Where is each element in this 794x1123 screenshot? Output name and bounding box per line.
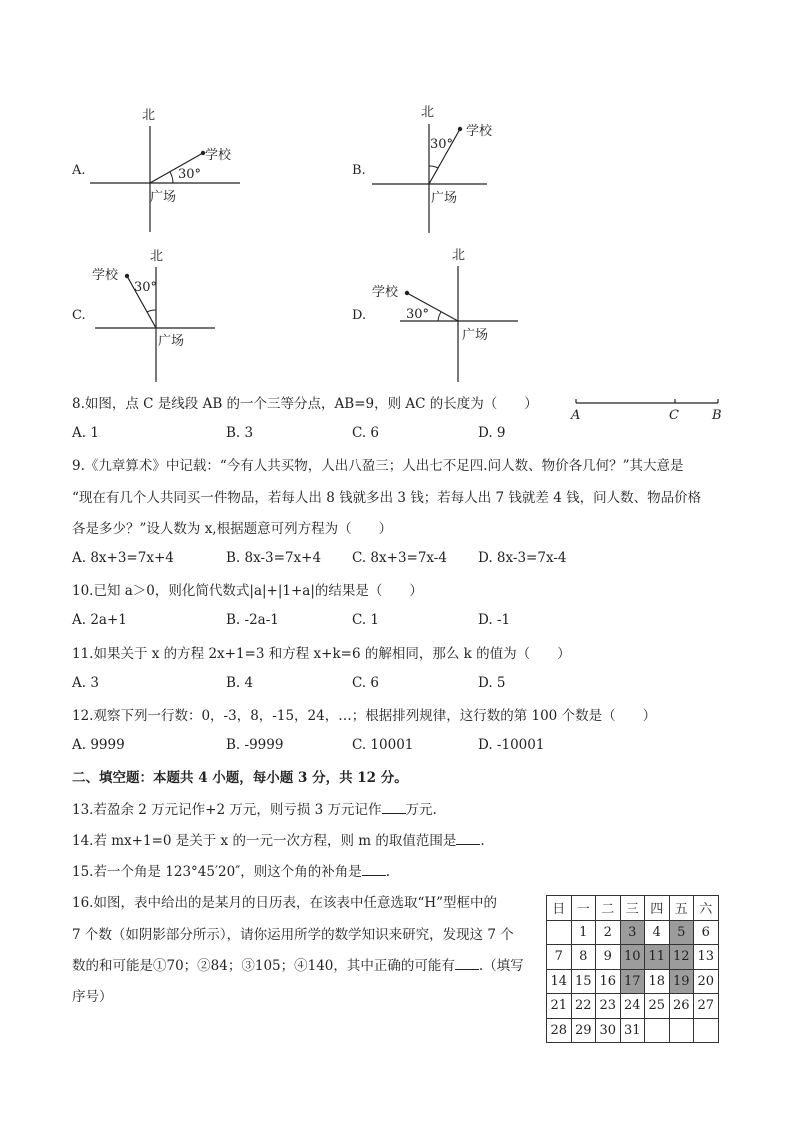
calendar-header-cell: 日: [547, 896, 572, 921]
angle-label: 30°: [430, 137, 454, 152]
figure-option-c: [70, 245, 270, 385]
calendar-day-cell: 13: [694, 945, 719, 970]
q8-option-d[interactable]: D. 9: [478, 425, 506, 441]
q15-text-after: .: [385, 864, 391, 880]
school-label: 学校: [372, 285, 399, 300]
calendar-day-cell: [645, 1018, 670, 1043]
q9-option-b[interactable]: B. 8x-3=7x+4: [226, 550, 322, 566]
calendar-day-cell: [694, 1018, 719, 1043]
point-c-label: C: [669, 408, 679, 423]
calendar-day-cell: 23: [596, 994, 621, 1019]
q15-answer-blank[interactable]: [362, 863, 386, 876]
question-14: [72, 831, 485, 851]
q8-option-a[interactable]: A. 1: [72, 425, 99, 441]
question-12-text: 12.观察下列一行数：0，-3，8，-15，24，…；根据排列规律，这行数的第 100 个数是（ ）: [72, 708, 657, 724]
q11-option-b[interactable]: B. 4: [226, 675, 254, 691]
q13-text-before: 13.若盈余 2 万元记作+2 万元，则亏损 3 万元记作: [72, 802, 382, 818]
calendar-day-cell: 9: [596, 945, 621, 970]
figure-c-label: C.: [72, 308, 86, 323]
q9-option-c[interactable]: C. 8x+3=7x-4: [352, 550, 447, 566]
question-9-line-3: 各是多少？”设人数为 x,根据题意可列方程为（ ）: [72, 521, 393, 537]
question-9-line-1: 9.《九章算术》中记载：“今有人共买物，人出八盈三；人出七不足四.问人数、物价各几何？”其大意是: [72, 458, 684, 474]
calendar-day-cell: 4: [645, 920, 670, 945]
calendar-day-cell: 6: [694, 920, 719, 945]
plaza-label: 广场: [431, 191, 458, 206]
q10-option-b[interactable]: B. -2a-1: [226, 612, 279, 628]
calendar-day-cell-shaded: 17: [620, 969, 645, 994]
q9-option-d[interactable]: D. 8x-3=7x-4: [478, 550, 567, 566]
figure-d-svg: [350, 245, 550, 385]
calendar-day-cell: 25: [645, 994, 670, 1019]
question-16-line-4: 序号）: [72, 989, 113, 1005]
q13-answer-blank[interactable]: [382, 801, 406, 814]
north-label: 北: [452, 248, 466, 263]
school-label: 学校: [92, 268, 119, 283]
north-label: 北: [150, 249, 164, 264]
calendar-day-cell: 31: [620, 1018, 645, 1043]
north-label: 北: [421, 105, 435, 120]
calendar-day-cell: 14: [547, 969, 572, 994]
calendar-day-cell: 27: [694, 994, 719, 1019]
q12-option-d[interactable]: D. -10001: [478, 737, 545, 753]
angle-arc: [438, 312, 441, 321]
calendar-header-cell: 二: [596, 896, 621, 921]
calendar-day-cell: 8: [571, 945, 596, 970]
calendar-day-cell: 21: [547, 994, 572, 1019]
calendar-day-cell-shaded: 12: [669, 945, 694, 970]
calendar-header-cell: 三: [620, 896, 645, 921]
calendar-day-cell: 15: [571, 969, 596, 994]
angle-label: 30°: [406, 307, 430, 322]
calendar-header-row: [547, 896, 719, 921]
q16-text-before: 数的和可能是①70；②84；③105；④140，其中正确的可能有: [72, 958, 455, 974]
figure-a-svg: [70, 100, 270, 235]
question-16-line-2: 7 个数（如阴影部分所示），请你运用所学的数学知识来研究，发现这 7 个: [72, 927, 514, 943]
calendar-week-row: [547, 1018, 719, 1043]
question-9-line-2: “现在有几个人共同买一件物品，若每人出 8 钱就多出 3 钱；若每人出 7 钱就差 4 钱，问人数、物品价格: [72, 490, 702, 506]
angle-label: 30°: [178, 167, 202, 182]
question-15: [72, 862, 390, 882]
calendar-day-cell: 29: [571, 1018, 596, 1043]
q14-text-after: .: [480, 833, 485, 849]
segment-figure: [566, 393, 726, 425]
q13-text-after: 万元.: [405, 802, 437, 818]
calendar-week-row: [547, 945, 719, 970]
calendar-day-cell: [547, 920, 572, 945]
q15-text-before: 15.若一个角是 123°45′20″，则这个角的补角是: [72, 864, 362, 880]
school-label: 学校: [466, 124, 493, 139]
calendar-day-cell-shaded: 5: [669, 920, 694, 945]
figure-b-svg: [350, 100, 550, 235]
figure-option-b: [350, 100, 550, 235]
calendar-day-cell: 1: [571, 920, 596, 945]
calendar-header-cell: 四: [645, 896, 670, 921]
section-2-heading: 二、填空题：本题共 4 小题，每小题 3 分，共 12 分。: [72, 770, 408, 786]
calendar-day-cell-shaded: 11: [645, 945, 670, 970]
angle-arc: [429, 166, 438, 168]
calendar-day-cell: 24: [620, 994, 645, 1019]
calendar-week-row: [547, 920, 719, 945]
calendar-table: [546, 895, 719, 1043]
question-16-line-3: [72, 956, 524, 976]
school-point: [458, 127, 462, 131]
point-b-label: B: [712, 408, 722, 423]
plaza-label: 广场: [150, 190, 177, 205]
angle-arc: [170, 172, 173, 183]
segment-svg: [566, 393, 726, 425]
q12-option-a[interactable]: A. 9999: [72, 737, 125, 753]
q8-option-b[interactable]: B. 3: [226, 425, 254, 441]
calendar-day-cell: 28: [547, 1018, 572, 1043]
q14-text-before: 14.若 mx+1=0 是关于 x 的一元一次方程，则 m 的取值范围是: [72, 833, 457, 849]
q10-option-a[interactable]: A. 2a+1: [72, 612, 127, 628]
q11-option-c[interactable]: C. 6: [352, 675, 380, 691]
calendar-week-row: [547, 994, 719, 1019]
calendar-day-cell: 30: [596, 1018, 621, 1043]
calendar-day-cell-shaded: 3: [620, 920, 645, 945]
calendar-week-row: [547, 969, 719, 994]
question-10-text: 10.已知 a＞0，则化简代数式|a|+|1+a|的结果是（ ）: [72, 583, 423, 599]
plaza-label: 广场: [158, 334, 185, 349]
school-label: 学校: [205, 148, 232, 163]
question-13: [72, 800, 437, 820]
question-8-text: 8.如图，点 C 是线段 AB 的一个三等分点，AB=9，则 AC 的长度为（ ）: [72, 396, 538, 412]
figure-c-svg: [70, 245, 270, 385]
q11-option-d[interactable]: D. 5: [478, 675, 506, 691]
calendar-day-cell: 7: [547, 945, 572, 970]
angle-label: 30°: [134, 280, 158, 295]
angle-arc: [147, 310, 156, 312]
q9-option-a[interactable]: A. 8x+3=7x+4: [72, 550, 174, 566]
calendar-header-cell: 五: [669, 896, 694, 921]
plaza-label: 广场: [462, 328, 489, 343]
q14-answer-blank[interactable]: [456, 832, 480, 845]
q10-option-c[interactable]: C. 1: [352, 612, 380, 628]
calendar-day-cell: 22: [571, 994, 596, 1019]
q11-option-a[interactable]: A. 3: [72, 675, 99, 691]
school-point: [405, 291, 409, 295]
q12-option-c[interactable]: C. 10001: [352, 737, 414, 753]
question-11-text: 11.如果关于 x 的方程 2x+1=3 和方程 x+k=6 的解相同，那么 k 的值为（ ）: [72, 646, 571, 662]
q12-option-b[interactable]: B. -9999: [226, 737, 284, 753]
q16-text-after: .（填写: [478, 958, 524, 974]
north-label: 北: [142, 108, 156, 123]
calendar-day-cell: 26: [669, 994, 694, 1019]
q8-option-c[interactable]: C. 6: [352, 425, 380, 441]
calendar-day-cell: 2: [596, 920, 621, 945]
calendar-day-cell: [669, 1018, 694, 1043]
calendar-header-cell: 六: [694, 896, 719, 921]
figure-option-a: [70, 100, 270, 235]
calendar-header-cell: 一: [571, 896, 596, 921]
calendar-day-cell: 16: [596, 969, 621, 994]
calendar-day-cell: 18: [645, 969, 670, 994]
figure-d-label: D.: [352, 308, 367, 323]
q16-answer-blank[interactable]: [455, 957, 479, 970]
figure-b-label: B.: [352, 163, 366, 178]
question-16-line-1: 16.如图，表中给出的是某月的日历表，在该表中任意选取“H”型框中的: [72, 895, 498, 911]
q10-option-d[interactable]: D. -1: [478, 612, 511, 628]
calendar-day-cell: 20: [694, 969, 719, 994]
calendar-day-cell-shaded: 19: [669, 969, 694, 994]
school-point: [125, 274, 129, 278]
point-a-label: A: [571, 408, 581, 423]
figure-a-label: A.: [72, 163, 86, 178]
figure-option-d: [350, 245, 550, 385]
calendar-day-cell-shaded: 10: [620, 945, 645, 970]
